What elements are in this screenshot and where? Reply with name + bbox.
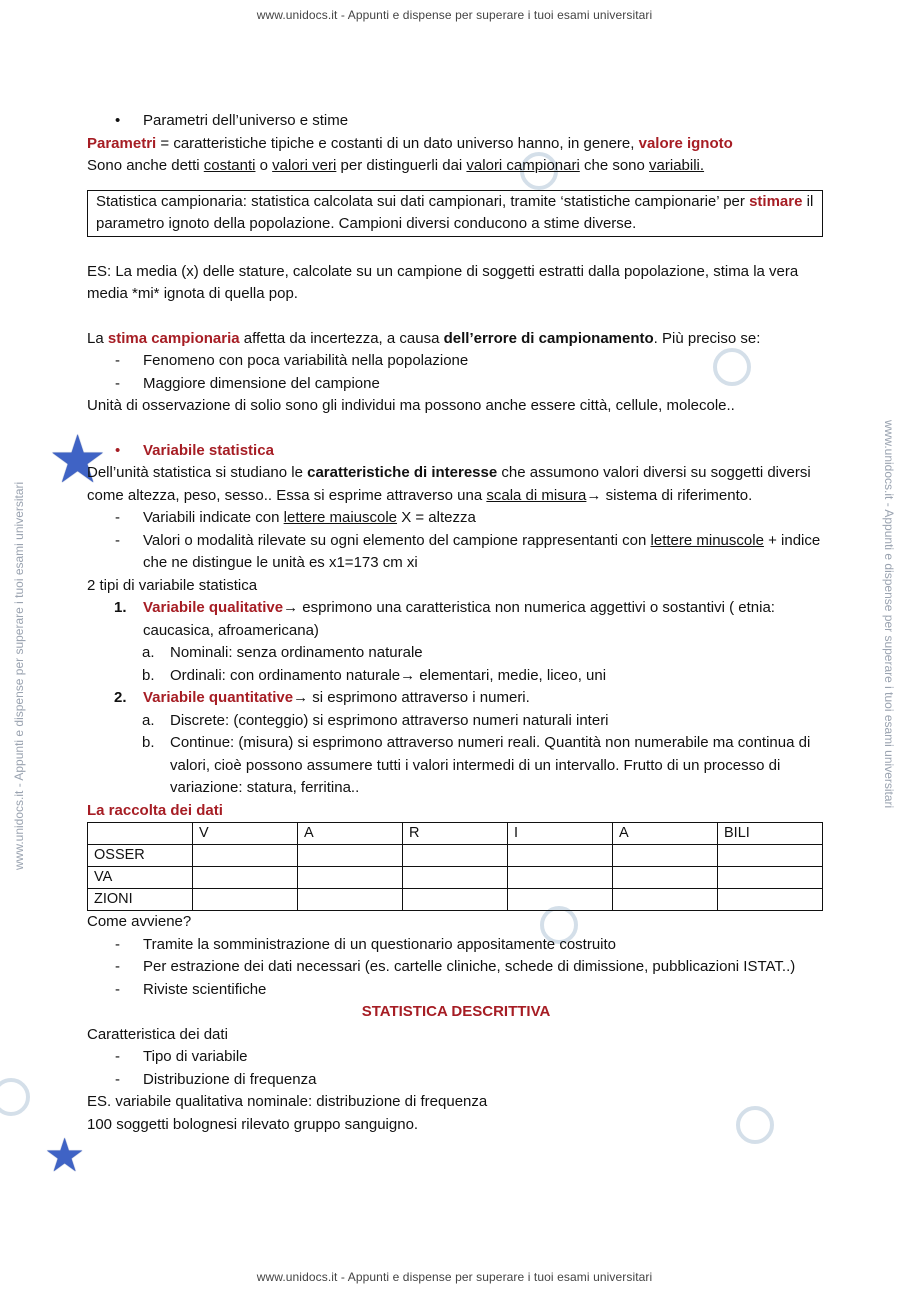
variabile-paragraph: Dell’unità statistica si studiano le caratteristiche di interesse che assumono valori diversi su soggetti diversi come altezza, peso, sesso.. Essa si esprime attraverso una scala di misura→ sistema di riferimento. xyxy=(87,464,811,504)
list-item: - Distribuzione di frequenza xyxy=(115,1070,317,1088)
star-icon: ★ xyxy=(44,1129,86,1181)
document-page xyxy=(87,110,825,1136)
list-item: - Tipo di variabile xyxy=(115,1048,248,1065)
list-item: - Riviste scientifiche xyxy=(115,980,267,998)
bullet-icon: • xyxy=(115,441,121,459)
statistica-campionaria-box: Statistica campionaria: statistica calcolata sui dati campionari, tramite ‘statistiche campionarie’ per stimare il parametro ignoto della popolazione. Campioni diversi conducono a stime diverse. xyxy=(87,190,823,237)
stima-campionaria-paragraph: La stima campionaria affetta da incertezza, a causa dell’errore di campionamento. Più preciso se: xyxy=(87,329,761,347)
caratteristica-dati: Caratteristica dei dati xyxy=(87,1025,228,1043)
come-avviene: Come avviene? xyxy=(87,913,192,930)
table-row: VA xyxy=(88,867,823,889)
soggetti-bolognesi: 100 soggetti bolognesi rilevato gruppo sanguigno. xyxy=(87,1115,419,1133)
table-row: V A R I A BILI xyxy=(88,823,823,845)
watermark-bottom: www.unidocs.it - Appunti e dispense per superare i tuoi esami universitari xyxy=(256,1270,653,1284)
raccolta-heading: La raccolta dei dati xyxy=(87,801,223,819)
sub-item: a. Nominali: senza ordinamento naturale xyxy=(142,644,423,661)
descrittiva-heading: STATISTICA DESCRITTIVA xyxy=(361,1003,551,1020)
section-heading-variabile: • Variabile statistica xyxy=(87,440,825,463)
watermark-side-right: www.unidocs.it - Appunti e dispense per superare i tuoi esami universitari xyxy=(882,420,896,809)
list-item: - Variabili indicate con lettere maiuscole X = altezza xyxy=(115,509,476,526)
numbered-item: 2. Variabile quantitative→ si esprimono attraverso i numeri. xyxy=(114,689,530,706)
list-item: - Tramite la somministrazione di un questionario appositamente costruito xyxy=(115,935,617,953)
section-heading-parametri: • Parametri dell’universo e stime xyxy=(87,110,825,133)
list-item: - Valori o modalità rilevate su ogni elemento del campione rappresentanti con lettere minuscole + indice che ne distingue le unità es x1=173 cm xi xyxy=(115,531,821,571)
watermark-side-left: www.unidocs.it - Appunti e dispense per superare i tuoi esami universitari xyxy=(12,481,26,870)
watermark-top: www.unidocs.it - Appunti e dispense per superare i tuoi esami universitari xyxy=(256,8,653,22)
bullet-icon: • xyxy=(115,112,121,129)
arrow-icon: → xyxy=(400,666,416,684)
numbered-item: 1. Variabile qualitative→ esprimono una caratteristica non numerica aggettivi o sostantivi ( etnia: caucasica, afroamericana) xyxy=(114,599,775,639)
es-qualitativa: ES. variabile qualitativa nominale: distribuzione di frequenza xyxy=(87,1093,488,1110)
sub-item: b. Ordinali: con ordinamento naturale→ elementari, medie, liceo, uni xyxy=(142,666,607,684)
table-row: ZIONI xyxy=(88,889,823,911)
costanti-paragraph: Sono anche detti costanti o valori veri per distinguerli dai valori campionari che sono variabili. xyxy=(87,157,705,174)
table-row: OSSER xyxy=(88,845,823,867)
sub-item: a. Discrete: (conteggio) si esprimono attraverso numeri naturali interi xyxy=(142,711,609,729)
sub-item: b. Continue: (misura) si esprimono attraverso numeri reali. Quantità non numerabile ma continua di valori, cioè possono assumere tutti i valori intermedi di un intervallo. Frutto di un processo di variazione: statura, ferritina.. xyxy=(142,734,811,796)
list-item: - Fenomeno con poca variabilità nella popolazione xyxy=(115,352,469,369)
list-item: - Maggiore dimensione del campione xyxy=(115,374,380,392)
unita-osservazione: Unità di osservazione di solio sono gli individui ma possono anche essere città, cellule, molecole.. xyxy=(87,397,735,414)
arrow-icon: → xyxy=(586,486,602,504)
arrow-icon: → xyxy=(293,689,309,706)
raccolta-table xyxy=(87,822,823,911)
es-media-paragraph: ES: La media (x) delle stature, calcolate su un campione di soggetti estratti dalla popolazione, stima la vera media *mi* ignota di quella pop. xyxy=(87,262,799,302)
parametri-definition: Parametri = caratteristiche tipiche e costanti di un dato universo hanno, in genere, valore ignoto xyxy=(87,134,733,152)
unidocs-logo-icon xyxy=(0,1078,30,1116)
arrow-icon: → xyxy=(283,599,299,616)
star-icon: ★ xyxy=(48,422,108,496)
tipi-variabile: 2 tipi di variabile statistica xyxy=(87,576,258,594)
list-item: - Per estrazione dei dati necessari (es. cartelle cliniche, schede di dimissione, pubblicazioni ISTAT..) xyxy=(115,958,796,975)
